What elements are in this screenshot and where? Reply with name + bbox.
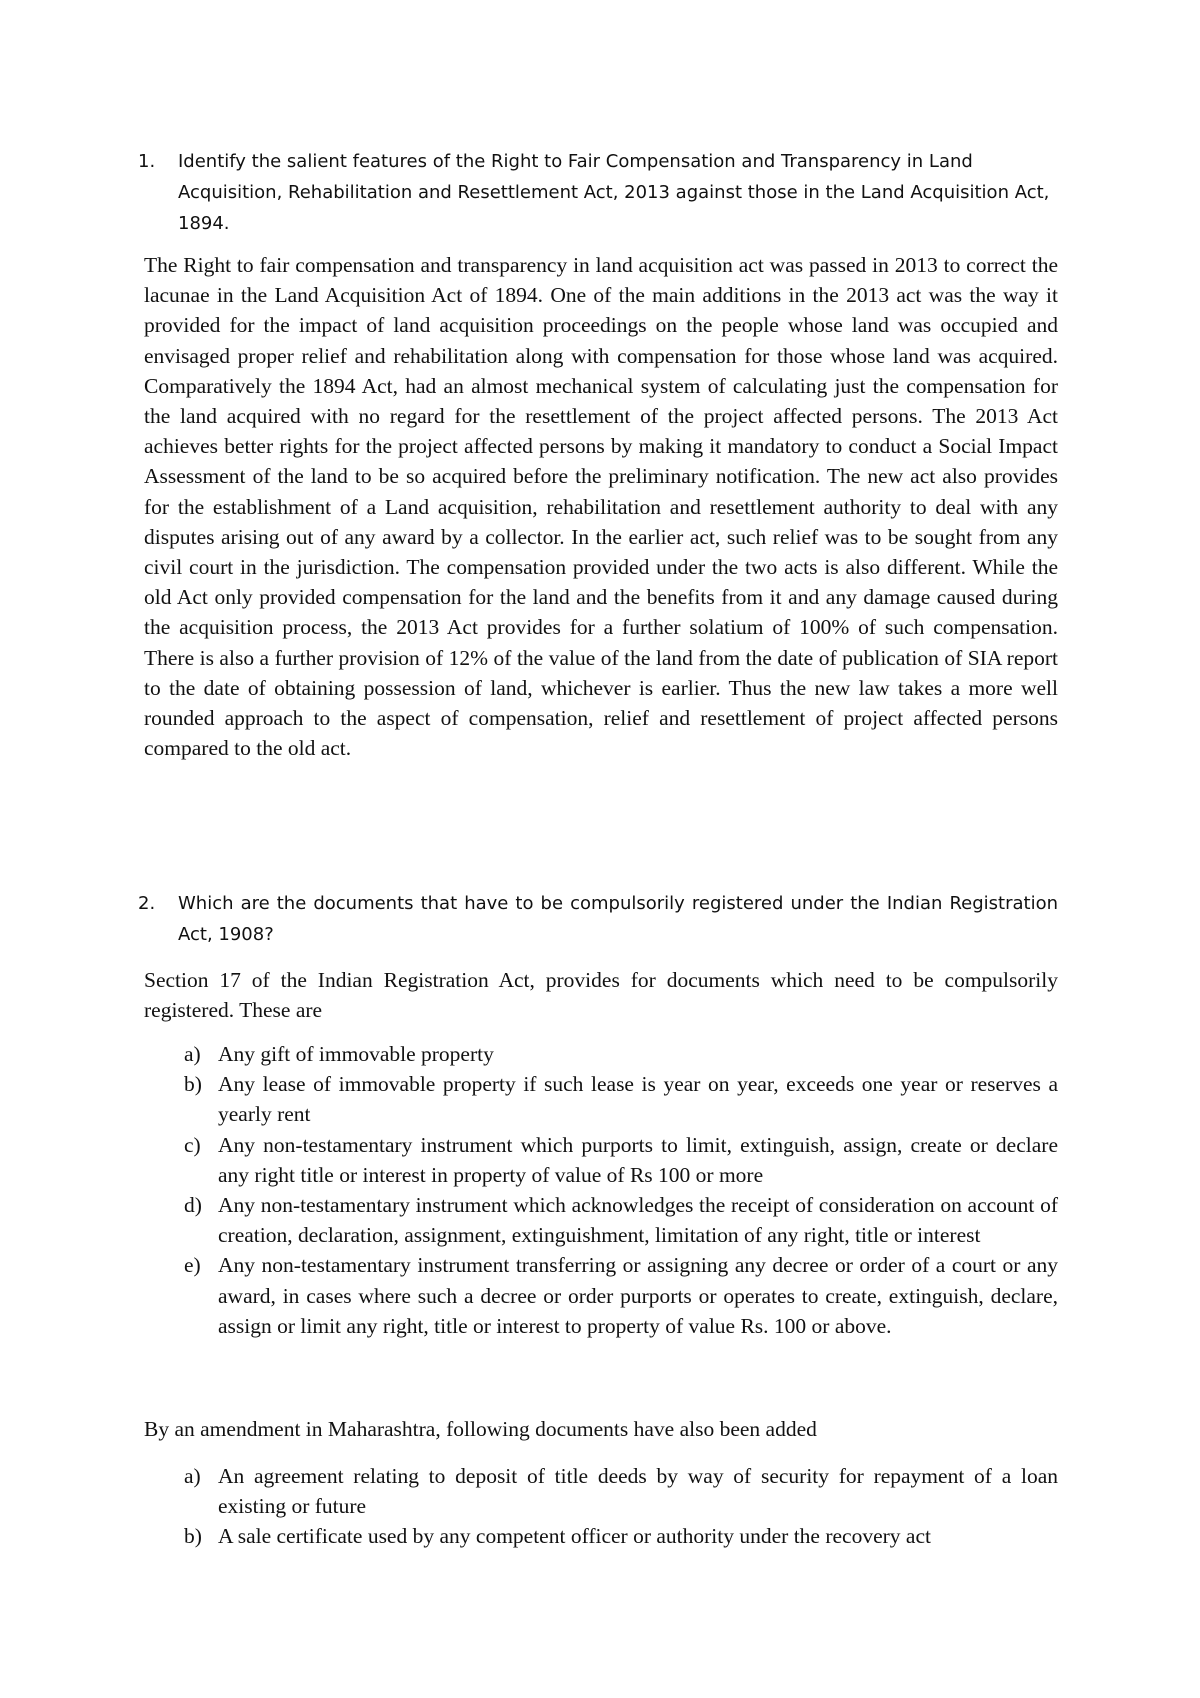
question-number: 1. — [138, 151, 156, 172]
question-number: 2. — [138, 893, 156, 914]
list-item — [144, 1190, 1058, 1250]
list-item — [144, 1130, 1058, 1190]
list-marker: d) — [184, 1193, 202, 1218]
list-item — [144, 1039, 1058, 1069]
list-item-text: Any non-testamentary instrument which purports to limit, extinguish, assign, create or declare any right title or interest in property of value of Rs 100 or more — [218, 1132, 1058, 1187]
question-1 — [138, 146, 1058, 239]
list-item — [144, 1521, 1058, 1551]
list-item-text: An agreement relating to deposit of title deeds by way of security for repayment of a loan existing or future — [218, 1464, 1058, 1519]
list-marker: e) — [184, 1253, 201, 1278]
list-marker: a) — [184, 1042, 201, 1066]
question-text: Identify the salient features of the Right to Fair Compensation and Transparency in Land Acquisition, Rehabilitation and Resettlement Act, 2013 against those in the Land Acquisition Act, 1894. — [178, 151, 1050, 234]
list-marker: a) — [184, 1464, 201, 1488]
amendment-intro: By an amendment in Maharashtra, following documents have also been added — [144, 1417, 817, 1441]
list-item-text: Any non-testamentary instrument which acknowledges the receipt of consideration on account of creation, declaration, assignment, extinguishment, limitation of any right, title or interest — [218, 1193, 1058, 1248]
list-marker: b) — [184, 1524, 202, 1549]
question-text: Which are the documents that have to be compulsorily registered under the Indian Registration Act, 1908? — [178, 893, 1058, 945]
list-item-text: A sale certificate used by any competent officer or authority under the recovery act — [218, 1524, 931, 1549]
list-item-text: Any gift of immovable property — [218, 1042, 494, 1066]
question-2 — [138, 888, 1058, 950]
list-marker: b) — [184, 1072, 202, 1097]
registered-documents-list — [144, 1039, 1058, 1341]
list-item — [144, 1250, 1058, 1341]
list-marker: c) — [184, 1132, 201, 1157]
amendment-documents-list — [144, 1461, 1058, 1552]
answer-1-paragraph: The Right to fair compensation and transparency in land acquisition act was passed in 2013 to correct the lacunae in the Land Acquisition Act of 1894. One of the main additions in the 2013 act was the way it provided for the impact of land acquisition proceedings on the people whose land was occupied and envisaged proper relief and rehabilitation along with compensation for those whose land was acquired. Comparatively the 1894 Act, had an almost mechanical system of calculating just the compensation for the land acquired with no regard for the resettlement of the project affected persons. The 2013 Act achieves better rights for the project affected persons by making it mandatory to conduct a Social Impact Assessment of the land to be so acquired before the preliminary notification. The new act also provides for the establishment of a Land acquisition, rehabilitation and resettlement authority to deal with any disputes arising out of any award by a collector. In the earlier act, such relief was to be sought from any civil court in the jurisdiction. The compensation provided under the two acts is also different. While the old Act only provided compensation for the land and the benefits from it and any damage caused during the acquisition process, the 2013 Act provides for a further solatium of 100% of such compensation. There is also a further provision of 12% of the value of the land from the date of publication of SIA report to the date of obtaining possession of land, whichever is earlier. Thus the new law takes a more well rounded approach to the aspect of compensation, relief and resettlement of project affected persons compared to the old act. — [144, 253, 1058, 761]
answer-2-intro: Section 17 of the Indian Registration Act, provides for documents which need to be compulsorily registered. These are — [144, 968, 1058, 1023]
list-item — [144, 1069, 1058, 1129]
list-item-text: Any lease of immovable property if such lease is year on year, exceeds one year or reserves a yearly rent — [218, 1072, 1058, 1127]
list-item-text: Any non-testamentary instrument transferring or assigning any decree or order of a court or any award, in cases where such a decree or order purports or operates to create, extinguish, declare, assign or limit any right, title or interest to property of value Rs. 100 or above. — [218, 1253, 1058, 1338]
list-item — [144, 1461, 1058, 1521]
